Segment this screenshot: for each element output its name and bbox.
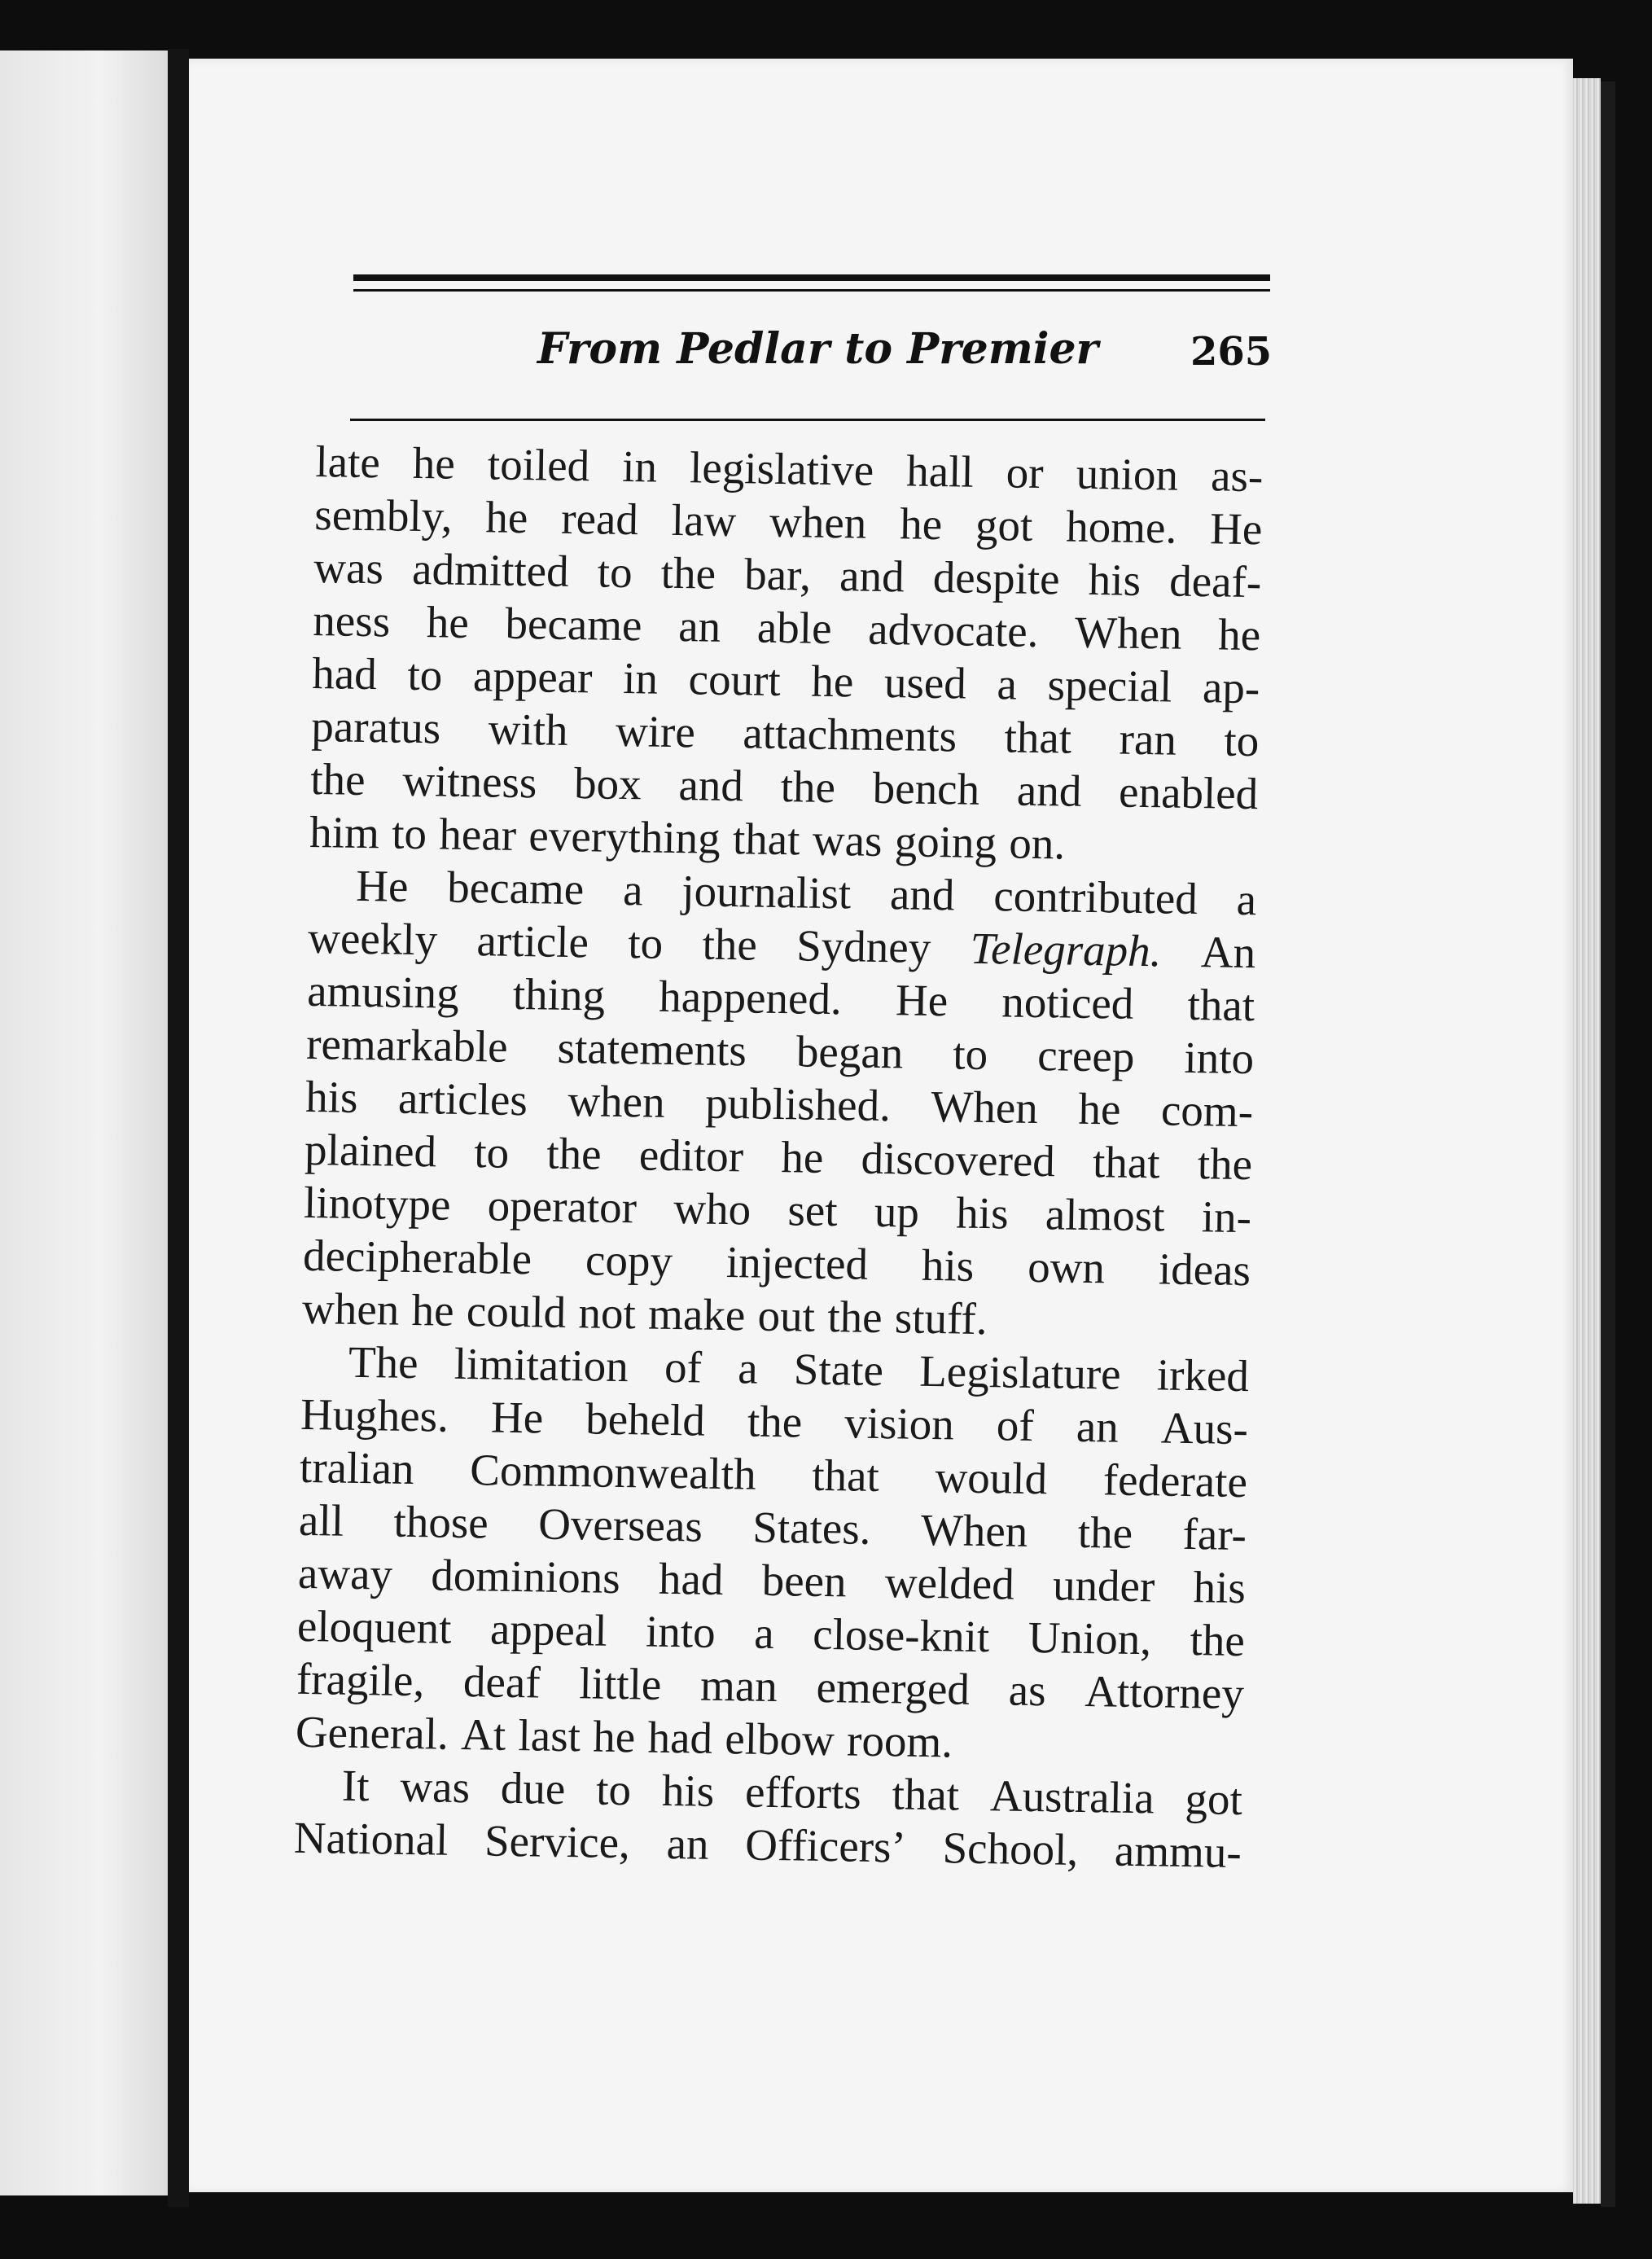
word: late [315,436,381,488]
word: deaf [462,1656,541,1708]
word: Officers’ [744,1819,907,1872]
word: his [955,1187,1009,1239]
word: the [309,753,366,805]
word: tralian [299,1441,415,1494]
word: dominions [430,1550,621,1603]
word: he [426,597,470,647]
word: Hughes. [300,1388,449,1441]
word: operator [487,1180,638,1233]
word: despite [932,551,1061,604]
word: an [677,601,721,651]
page-number: 265 [1190,329,1273,375]
word: elbow [724,1713,835,1766]
word: published. [704,1077,892,1131]
word: with [488,704,569,755]
word: and [678,760,744,811]
word: and [839,550,905,602]
word: ap- [1202,662,1260,713]
page-edges [1573,78,1601,2204]
word: got [975,499,1033,550]
book-gutter [168,49,189,2207]
word: able [756,602,833,653]
word: he [592,1711,636,1762]
word: a [622,864,644,915]
word: ideas [1158,1244,1251,1296]
word: in [621,441,658,492]
word: the [702,919,758,970]
word: hall [905,445,975,497]
word: of [996,1400,1035,1450]
header-rule-thin [353,289,1270,292]
word: his [921,1239,975,1291]
word: attachments [742,708,957,761]
word: special [1047,660,1172,712]
word: When [931,1081,1039,1134]
word: to [952,1029,988,1080]
word: National [293,1812,449,1865]
word: stuff. [894,1292,988,1344]
word: been [761,1555,848,1607]
word: fragile, [296,1653,425,1706]
word: he [484,492,528,543]
word: those [393,1496,489,1548]
word: a [753,1608,775,1659]
word: linotype [303,1177,451,1230]
word: got [1185,1773,1243,1825]
word: Commonwealth [469,1445,757,1499]
word: Sydney [795,920,931,972]
word: that [811,1450,880,1502]
header-rule-thick [353,274,1270,281]
word: as [1008,1665,1047,1716]
word: When [920,1504,1028,1556]
word: bar, [743,549,812,600]
word: Attorney [1084,1666,1245,1719]
word: advocate. [867,603,1039,656]
word: vision [844,1397,955,1450]
word: everything [528,810,721,863]
word: box [573,758,642,809]
word: make [647,1288,746,1340]
word: that [1092,1137,1161,1188]
word: when [769,496,867,548]
word: in- [1201,1191,1252,1243]
word: Legislature [918,1345,1122,1399]
word: man [699,1660,778,1712]
word: became [505,598,642,651]
word: He [355,860,409,911]
word: Aus- [1160,1402,1249,1454]
word: that [1004,712,1072,763]
word: ammu- [1114,1825,1242,1878]
word: read [560,493,639,545]
word: that [732,814,800,865]
word: set [787,1185,839,1236]
word: the [546,1128,603,1179]
word: It [341,1760,370,1811]
word: articles [397,1072,528,1125]
word: away [297,1547,393,1599]
word: up [874,1186,920,1237]
word: irked [1156,1349,1250,1401]
word: used [883,657,967,708]
word: discovered [861,1133,1056,1187]
word: began [795,1026,904,1078]
word: close-knit [812,1608,990,1662]
word: was [812,814,883,866]
word: room. [846,1715,953,1767]
word: little [579,1658,662,1709]
word: far- [1182,1508,1247,1560]
word: copy [585,1235,673,1287]
word: Overseas [537,1498,703,1551]
word: An [1200,927,1256,978]
word: when [301,1283,400,1335]
word: contributed [993,871,1198,924]
word: remarkable [305,1018,509,1072]
word: Union, [1028,1612,1152,1665]
word: home. [1065,501,1177,553]
word: At [460,1709,506,1760]
word: had [658,1553,724,1605]
word: toiled [487,439,590,491]
word: he [780,1132,824,1182]
word: all [298,1494,344,1546]
word: his [661,1765,715,1816]
word: the [826,1292,883,1343]
word: amusing [306,965,460,1018]
word: own [1027,1241,1106,1293]
word: his [305,1071,358,1122]
word: he [810,656,854,707]
word: to [1223,715,1260,766]
word: eloquent [296,1600,452,1653]
word: an [666,1818,710,1869]
word: He [490,1392,544,1443]
word: The [348,1336,419,1388]
word: to [595,1764,632,1815]
word: to [391,808,427,859]
word: was [313,542,384,594]
word: last [518,1710,581,1761]
word: a [737,1343,759,1393]
word: thing [512,968,606,1020]
word: law [671,494,737,546]
word: paratus [310,700,441,753]
word: plained [304,1124,437,1177]
word: He [1209,503,1263,555]
word: to [627,918,664,968]
word: enabled [1118,766,1259,819]
word: as- [1210,450,1264,502]
word: on. [1008,818,1066,869]
word: he [412,437,456,489]
word: union [1076,448,1179,500]
word: in [622,652,659,704]
word: due [500,1762,566,1814]
word: weekly [307,912,438,965]
word: going [894,816,997,868]
word: he [411,1284,455,1336]
word: When [1074,607,1183,659]
word: became [446,862,585,915]
word: into [645,1606,716,1657]
word: that [892,1769,960,1820]
word: federate [1102,1454,1248,1507]
word: happened. [658,971,843,1024]
word: had [647,1712,713,1763]
word: he [1078,1083,1121,1134]
word: limitation [454,1338,629,1392]
word: to [597,546,633,598]
word: State [793,1344,884,1396]
word: the [660,547,716,599]
word: and [889,869,955,920]
word: Australia [989,1770,1155,1823]
word: creep [1036,1030,1135,1081]
word: him [309,806,380,858]
word: he [1217,609,1261,660]
word: a [1236,874,1257,925]
word: was [400,1761,471,1813]
word: admitted [411,543,570,596]
word: into [1184,1032,1255,1084]
word: could [466,1286,567,1337]
word: appear [472,651,594,703]
word: court [688,654,782,705]
word: the [780,761,836,813]
word: noticed [1001,976,1134,1029]
word: legislative [689,442,874,495]
word: General. [295,1706,449,1759]
word: com- [1160,1085,1254,1137]
word: that [1187,979,1255,1031]
word: wire [615,705,696,757]
word: almost [1045,1189,1166,1241]
word: would [935,1452,1048,1504]
word: Service, [484,1815,631,1868]
word: welded [884,1557,1015,1609]
word: appeal [489,1603,607,1656]
word: ness [312,594,391,647]
word: article [476,915,589,967]
running-head-title: From Pedlar to Premier [537,324,1098,374]
word: decipherable [302,1230,532,1284]
word: he [899,498,943,550]
word: He [895,975,949,1026]
word: editor [638,1130,744,1182]
word: under [1052,1559,1155,1612]
word: not [578,1287,637,1339]
word: efforts [744,1766,862,1818]
word: Telegraph. [970,923,1162,976]
word: to [473,1127,510,1178]
word: the [1077,1507,1133,1558]
word: ran [1119,713,1177,765]
word: beheld [585,1393,706,1445]
word: when [567,1075,666,1127]
word: School, [942,1823,1079,1875]
left-facing-page [0,50,168,2195]
word: witness [401,755,537,808]
word: and [1016,765,1082,816]
header-rule-below [350,419,1265,421]
word: a [997,659,1018,709]
word: emerged [816,1661,971,1714]
word: the [1197,1138,1253,1190]
word: his [1088,554,1142,605]
word: bench [872,762,980,814]
word: hear [438,809,517,860]
book-cover-edge [1601,81,1615,2207]
word: statements [557,1022,747,1076]
word: of [664,1341,703,1393]
word: out [757,1290,816,1341]
word: his [1193,1562,1247,1613]
body-text [293,435,1263,1879]
word: injected [725,1237,869,1289]
word: had [311,647,378,700]
word: the [1190,1615,1246,1666]
word: an [1076,1401,1120,1452]
word: the [747,1396,803,1447]
word: States. [752,1502,871,1554]
word: sembly, [313,489,453,542]
word: or [1006,447,1045,498]
word: to [407,649,443,700]
word: who [673,1183,752,1235]
word: journalist [681,866,852,919]
word: deaf- [1168,555,1262,608]
